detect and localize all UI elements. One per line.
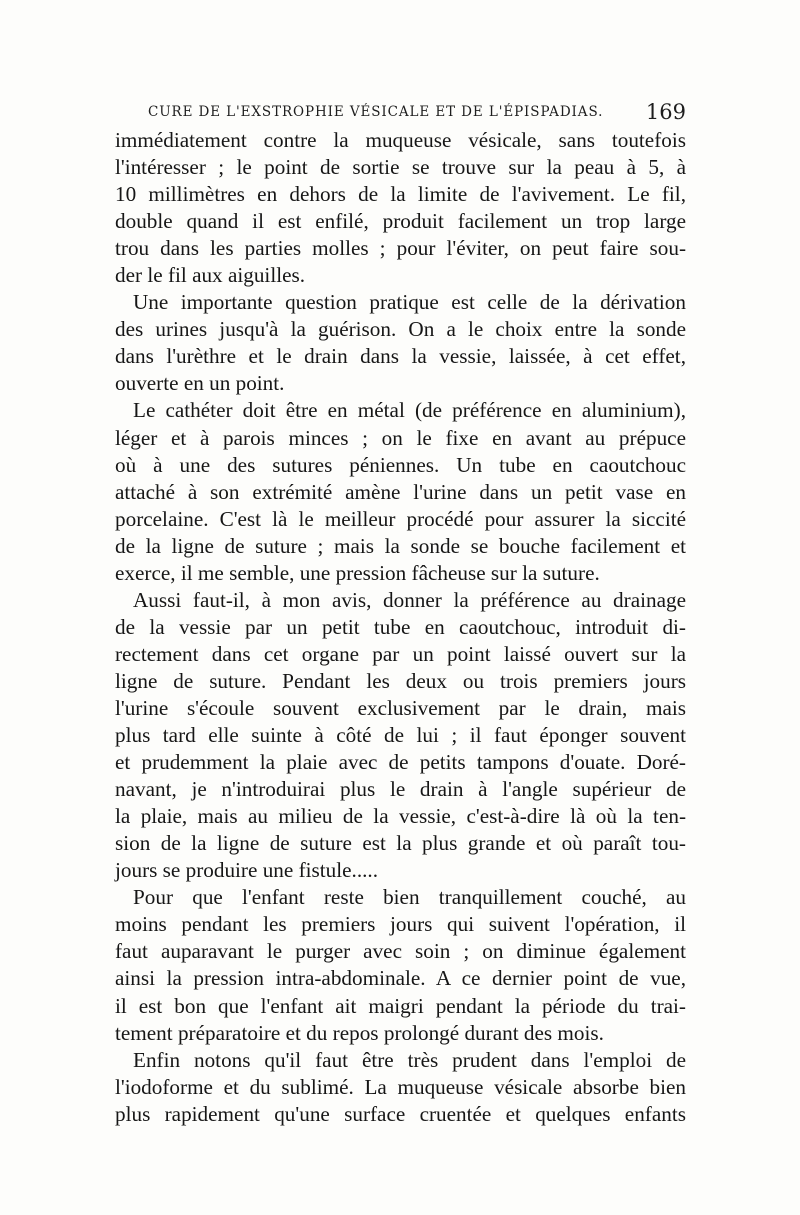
text-line: navant, je n'introduirai plus le drain à l'angle supérieur de <box>115 777 686 802</box>
text-line: exerce, il me semble, une pression fâcheuse sur la suture. <box>115 560 600 585</box>
text-line: 10 millimètres en dehors de la limite de l'avivement. Le fil, <box>115 182 686 207</box>
text-line: Pour que l'enfant reste bien tranquillement couché, au <box>133 885 686 910</box>
page-number: 169 <box>645 100 686 124</box>
paragraph <box>115 884 686 1046</box>
running-title: CURE DE L'EXSTROPHIE VÉSICALE ET DE L'ÉPISPADIAS. <box>148 104 604 120</box>
text-line: ainsi la pression intra-abdominale. A ce dernier point de vue, <box>115 966 686 991</box>
text-line: der le fil aux aiguilles. <box>115 263 306 288</box>
text-line: ouverte en un point. <box>115 371 285 396</box>
text-line: rectement dans cet organe par un point laissé ouvert sur la <box>115 641 686 666</box>
text-line: sion de la ligne de suture est la plus grande et où paraît tou- <box>115 831 686 856</box>
text-line: léger et à parois minces ; on le fixe en avant au prépuce <box>115 425 686 450</box>
paragraph <box>115 289 686 397</box>
text-line: et prudemment la plaie avec de petits tampons d'ouate. Doré- <box>115 750 686 775</box>
text-line: plus rapidement qu'une surface cruentée et quelques enfants <box>115 1101 686 1126</box>
text-line: il est bon que l'enfant ait maigri pendant la période du trai- <box>115 993 686 1018</box>
text-line: tement préparatoire et du repos prolongé durant des mois. <box>115 1020 604 1045</box>
body-text <box>115 127 686 1128</box>
text-line: de la ligne de suture ; mais la sonde se bouche facilement et <box>115 533 686 558</box>
text-line: dans l'urèthre et le drain dans la vessie, laissée, à cet effet, <box>115 344 686 369</box>
text-line: faut auparavant le purger avec soin ; on diminue également <box>115 939 686 964</box>
text-line: l'urine s'écoule souvent exclusivement par le drain, mais <box>115 695 686 720</box>
paragraph <box>115 1047 686 1128</box>
text-line: ligne de suture. Pendant les deux ou trois premiers jours <box>115 668 686 693</box>
text-line: des urines jusqu'à la guérison. On a le choix entre la sonde <box>115 317 686 342</box>
text-line: trou dans les parties molles ; pour l'éviter, on peut faire sou- <box>115 236 686 261</box>
paragraph <box>115 587 686 885</box>
text-line: moins pendant les premiers jours qui suivent l'opération, il <box>115 912 686 937</box>
text-line: double quand il est enfilé, produit facilement un trop large <box>115 209 686 234</box>
text-line: Aussi faut-il, à mon avis, donner la préférence au drainage <box>133 587 686 612</box>
text-line: jours se produire une fistule..... <box>115 858 379 883</box>
paragraph <box>115 127 686 289</box>
text-line: où à une des sutures péniennes. Un tube en caoutchouc <box>115 452 686 477</box>
text-line: immédiatement contre la muqueuse vésicale, sans toutefois <box>115 128 686 152</box>
text-line: porcelaine. C'est là le meilleur procédé pour assurer la siccité <box>115 506 686 531</box>
text-line: attaché à son extrémité amène l'urine dans un petit vase en <box>115 479 686 504</box>
text-line: l'intéresser ; le point de sortie se trouve sur la peau à 5, à <box>115 155 686 180</box>
text-line: de la vessie par un petit tube en caoutchouc, introduit di- <box>115 614 686 639</box>
running-header <box>148 100 686 124</box>
paragraph <box>115 397 686 586</box>
text-line: Enfin notons qu'il faut être très prudent dans l'emploi de <box>133 1047 686 1072</box>
text-line: Le cathéter doit être en métal (de préférence en aluminium), <box>133 398 686 423</box>
text-line: l'iodoforme et du sublimé. La muqueuse vésicale absorbe bien <box>115 1074 686 1099</box>
text-line: plus tard elle suinte à côté de lui ; il faut éponger souvent <box>115 723 686 748</box>
text-line: Une importante question pratique est celle de la dérivation <box>133 290 686 315</box>
text-line: la plaie, mais au milieu de la vessie, c'est-à-dire là où la ten- <box>115 804 686 829</box>
